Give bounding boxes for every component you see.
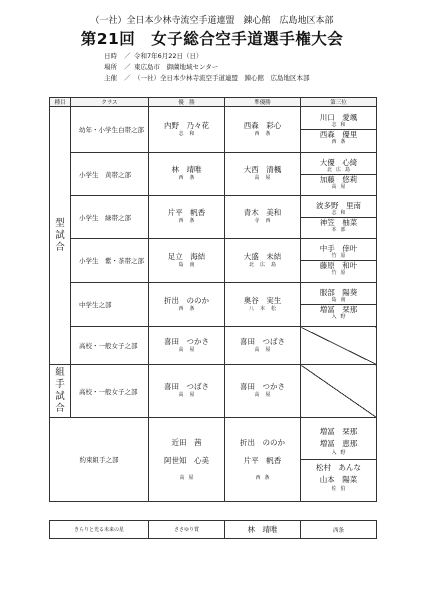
winner-cell: 内野 乃々花 志和 xyxy=(149,107,225,153)
third-cell: 増冨 栞那 増冨 恵那 入野 松村 あんな 山本 陽菜 佐伯 xyxy=(301,418,377,502)
winner-cell: 喜田 つばさ 高屋 xyxy=(149,365,225,418)
winner-cell: 折出 ののか 西条 xyxy=(149,283,225,327)
info-venue: 場所 ／ 東広島市 御薗地域センター xyxy=(104,63,219,71)
runner-cell: 青木 美和 寺西 xyxy=(225,196,301,239)
award-table xyxy=(49,520,377,539)
runner-cell: 喜田 つかさ 高屋 xyxy=(225,365,301,418)
runner-cell: 大盛 未結 北広島 xyxy=(225,239,301,283)
info-organizer: 主催 ／ （一社）全日本少林寺流空手道連盟 錬心館 広島地区本部 xyxy=(104,74,310,82)
class-cell: 小学生 黄帯之部 xyxy=(71,153,149,196)
class-cell: 中学生之部 xyxy=(71,283,149,327)
results-table xyxy=(49,97,377,502)
table-row xyxy=(50,107,377,153)
header-event: 種目 xyxy=(50,98,71,107)
class-cell: 高校・一般女子之部 xyxy=(71,327,149,365)
table-row xyxy=(50,365,377,418)
award-prize: ささゆり賞 xyxy=(149,521,225,539)
third-cell: 波多野 里南 志和 神笠 柚菜 本部 xyxy=(301,196,377,239)
class-cell: 高校・一般女子之部 xyxy=(71,365,149,418)
runner-cell: 折出 ののか 片平 帆香 西条 xyxy=(225,418,301,502)
organizer-line: （一社）全日本少林寺流空手道連盟 錬心館 広島地区本部 xyxy=(90,16,334,26)
runner-cell: 大西 清楓 高屋 xyxy=(225,153,301,196)
table-row xyxy=(50,418,377,502)
kata-label: 型試合 xyxy=(50,107,71,365)
winner-cell: 片平 帆香 西条 xyxy=(149,196,225,239)
third-cell: 服部 陽葵 島南 増冨 栞那 入野 xyxy=(301,283,377,327)
runner-cell: 西森 彩心 西条 xyxy=(225,107,301,153)
award-school: 西条 xyxy=(301,521,377,539)
winner-cell: 足立 海結 島南 xyxy=(149,239,225,283)
class-cell: 小学生 緑帯之部 xyxy=(71,196,149,239)
header-winner: 優 勝 xyxy=(149,98,225,107)
page-title: 第21回 女子総合空手道選手権大会 xyxy=(80,30,344,48)
header-runner-up: 準優勝 xyxy=(225,98,301,107)
class-cell: 約束組手之部 xyxy=(50,418,149,502)
runner-cell: 喜田 つばさ 高屋 xyxy=(225,327,301,365)
third-cell-empty xyxy=(301,327,377,365)
award-name: 林 靖唯 xyxy=(225,521,301,539)
table-row xyxy=(50,153,377,196)
award-row xyxy=(50,521,377,539)
header-third: 第三位 xyxy=(301,98,377,107)
third-cell-empty xyxy=(301,365,377,418)
runner-cell: 奥谷 実生 八本松 xyxy=(225,283,301,327)
info-date: 日時 ／ 令和7年6月22日（日） xyxy=(104,52,203,60)
winner-cell: 林 靖唯 西条 xyxy=(149,153,225,196)
third-cell: 川口 愛颯 志和 西森 優里 西条 xyxy=(301,107,377,153)
third-cell: 大優 心綺 北広島 加藤 悠莉 高屋 xyxy=(301,153,377,196)
table-row xyxy=(50,196,377,239)
class-cell: 幼年・小学生白帯之部 xyxy=(71,107,149,153)
table-row xyxy=(50,239,377,283)
header-class: クラス xyxy=(71,98,149,107)
class-cell: 小学生 紫・茶帯之部 xyxy=(71,239,149,283)
third-cell: 中手 倖叶 竹原 藤原 和叶 竹原 xyxy=(301,239,377,283)
kumite-label: 組手試合 xyxy=(50,365,71,418)
table-row xyxy=(50,327,377,365)
award-label: きらりと光る未来の星 xyxy=(50,521,149,539)
table-row xyxy=(50,283,377,327)
winner-cell: 喜田 つかさ 高屋 xyxy=(149,327,225,365)
winner-cell: 近田 茜 阿世知 心美 高屋 xyxy=(149,418,225,502)
